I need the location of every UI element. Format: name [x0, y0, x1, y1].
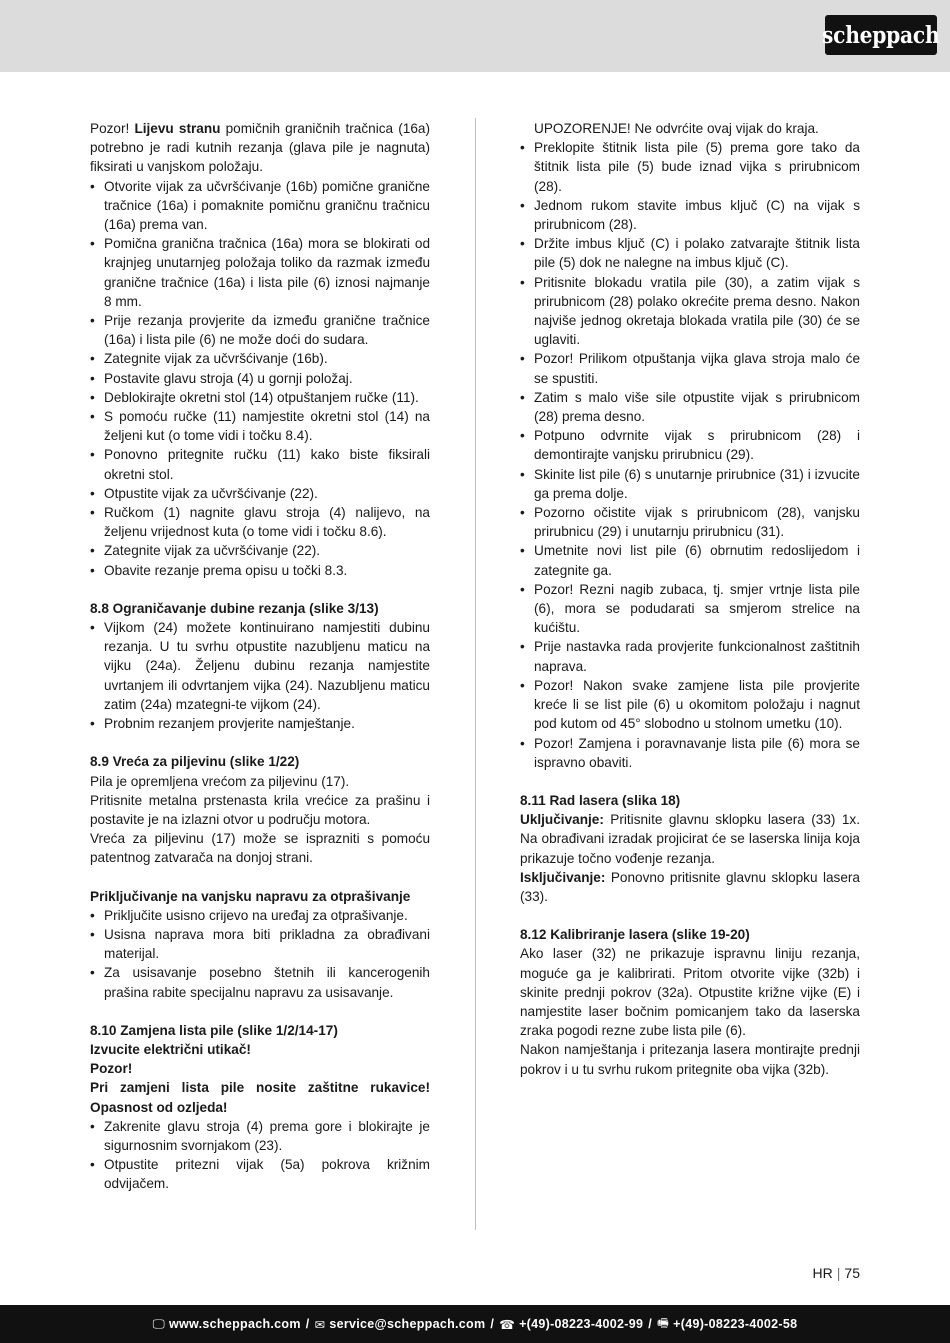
intro-paragraph: [90, 119, 430, 177]
paragraph: Pila je opremljena vrećom za piljevinu (17).: [90, 773, 350, 789]
bullet-list-8-10: [90, 1117, 430, 1194]
list-item: • Priključite usisno crijevo na uređaj za otprašivanje.: [90, 906, 430, 925]
list-item: • Zatim s malo više sile otpustite vijak s prirubnicom (28) prema desno.: [520, 388, 860, 426]
list-item: • Postavite glavu stroja (4) u gornji položaj.: [90, 369, 430, 388]
page-number-value: 75: [844, 1265, 860, 1281]
bullet-list-8-8: [90, 618, 430, 733]
list-item: • Preklopite štitnik lista pile (5) prema gore tako da štitnik lista pile (5) bude iznad vijka s prirubnicom (28).: [520, 138, 860, 196]
list-item: • Prije nastavka rada provjerite funkcionalnost zaštitnih naprava.: [520, 637, 860, 675]
computer-icon: 🖵: [152, 1316, 166, 1331]
footer-phone: +(49)-08223-4002-99: [519, 1317, 644, 1331]
page-separator: |: [836, 1265, 841, 1281]
laser-off-label: Isključivanje:: [520, 869, 606, 885]
list-item: • S pomoću ručke (11) namjestite okretni stol (14) na željeni kut (o tome vidi i točku 8.4).: [90, 407, 430, 445]
footer-fax: +(49)-08223-4002-58: [673, 1317, 798, 1331]
column-divider: [475, 118, 476, 1230]
list-item: • Zategnite vijak za učvršćivanje (16b).: [90, 349, 430, 368]
footer-separator: /: [648, 1317, 653, 1331]
laser-off-paragraph: [520, 868, 860, 906]
brand-logo: [822, 15, 940, 55]
list-item: • Obavite rezanje prema opisu u točki 8.3.: [90, 561, 430, 580]
warning-line: UPOZORENJE! Ne odvrćite ovaj vijak do kraja.: [534, 121, 819, 136]
list-item: • Pozor! Prilikom otpuštanja vijka glava stroja malo će se spustiti.: [520, 349, 860, 387]
list-item: • Potpuno odvrnite vijak s prirubnicom (28) i demontirajte vanjsku prirubnicu (29).: [520, 426, 860, 464]
list-item: • Držite imbus ključ (C) i polako zatvarajte štitnik lista pile (5) dok ne nalegne na imbus ključ (C).: [520, 234, 860, 272]
brand-logo-text: scheppach: [822, 21, 940, 49]
list-item: • Pozorno očistite vijak s prirubnicom (28), vanjsku prirubnicu (29) i unutarnju prirubnicu (31).: [520, 503, 860, 541]
list-item: • Ručkom (1) nagnite glavu stroja (4) nalijevo, na željenu vrijednost kuta (o tome vidi i točku 8.6).: [90, 503, 430, 541]
list-item: • Pozor! Nakon svake zamjene lista pile provjerite kreće li se list pile (6) u okomitom položaju i nagnut pod kutom od 45° slobodno u stolnom umetku (10).: [520, 676, 860, 734]
left-column: [90, 119, 430, 1194]
list-item: • Otvorite vijak za učvršćivanje (16b) pomične granične tračnice (16a) i pomaknite pomičnu graničnu tračnicu (16a) prema van.: [90, 177, 430, 235]
list-item: • Ponovno pritegnite ručku (11) kako biste fiksirali okretni stol.: [90, 445, 430, 483]
section-heading-8-10: 8.10 Zamjena lista pile (slike 1/2/14-17): [90, 1022, 338, 1038]
section-heading-8-11: 8.11 Rad lasera (slika 18): [520, 792, 681, 808]
list-item: • Prije rezanja provjerite da između granične tračnice (16a) i lista pile (6) ne može doći do sudara.: [90, 311, 430, 349]
list-item: • Pozor! Zamjena i poravnavanje lista pile (6) mora se ispravno obaviti.: [520, 734, 860, 772]
list-item: • Vijkom (24) možete kontinuirano namjestiti dubinu rezanja. U tu svrhu otpustite nazubljenu maticu na vijku (24a). Željenu dubinu rezanja namjestite uvrtanjem ili odvrtanjem vijka (24). Nazubljenu maticu zatim (24a) mzategni-te vijkom (24).: [90, 618, 430, 714]
list-item: • Pozor! Rezni nagib zubaca, tj. smjer vrtnje lista pile (6), mora se podudarati sa smjerom strelice na kućištu.: [520, 580, 860, 638]
paragraph: Pritisnite metalna prstenasta krila vrećice za prašinu i postavite je na izlazni otvor u području motora.: [90, 792, 430, 827]
page-lang: HR: [812, 1265, 833, 1281]
footer-separator: /: [305, 1317, 310, 1331]
bullet-list-extraction: [90, 906, 430, 1002]
laser-off-text: Ponovno pritisnite glavnu sklopku lasera (33).: [520, 869, 860, 904]
list-item: • Probnim rezanjem provjerite namještanje.: [90, 714, 430, 733]
bullet-list-fence: [90, 177, 430, 580]
warning-gloves: Pri zamjeni lista pile nosite zaštitne rukavice! Opasnost od ozljeda!: [90, 1080, 430, 1115]
intro-bold: Lijevu stranu: [134, 121, 221, 136]
section-heading-8-9: 8.9 Vreća za piljevinu (slike 1/22): [90, 754, 300, 770]
laser-on-text: Pritisnite glavnu sklopku lasera (33) 1x. Na obrađivani izradak projicirat će se laserska linija koja prikazuje točno vođenje rezanja.: [520, 812, 860, 866]
footer-email-link[interactable]: service@scheppach.com: [329, 1317, 486, 1331]
footer-contact-bar: [0, 1305, 950, 1343]
list-item: • Usisna naprava mora biti prikladna za obrađivani materijal.: [90, 925, 430, 963]
list-item: • Za usisavanje posebno štetnih ili kancerogenih prašina rabite specijalnu napravu za usisavanje.: [90, 963, 430, 1001]
list-item: • Umetnite novi list pile (6) obrnutim redoslijedom i zategnite ga.: [520, 541, 860, 579]
paragraph: Ako laser (32) ne prikazuje ispravnu liniju rezanja, moguće ga je kalibrirati. Pritom otvorite vijke (32b) i skinite prednji pokrov (32a). Otpustite križne vijke (E) i namjestite laser bočnim pomicanjem tako da laserska zraka pogodi rezne zube lista pile (6).: [520, 946, 860, 1039]
laser-on-paragraph: [520, 810, 860, 868]
footer-separator: /: [490, 1317, 495, 1331]
bullet-list-blade: [520, 138, 860, 772]
section-heading-8-12: 8.12 Kalibriranje lasera (slike 19-20): [520, 927, 750, 943]
paragraph: Vreća za piljevinu (17) može se isprazniti s pomoću patentnog zatvarača na donjoj strani.: [90, 831, 430, 866]
list-item: • Deblokirajte okretni stol (14) otpuštanjem ručke (11).: [90, 388, 430, 407]
header-band: [0, 0, 950, 72]
list-item: • Pomična granična tračnica (16a) mora se blokirati od krajnjeg unutarnjeg položaja toliko da razmak između granične tračnice (16a) i lista pile (6) iznosi najmanje 8 mm.: [90, 234, 430, 311]
list-item: • Zakrenite glavu stroja (4) prema gore i blokirajte je sigurnosnim svornjakom (23).: [90, 1117, 430, 1155]
warning-pozor: Pozor!: [90, 1061, 133, 1077]
phone-icon: ☎: [499, 1317, 516, 1332]
list-item: • Skinite list pile (6) s unutarnje prirubnice (31) i izvucite ga prema dolje.: [520, 465, 860, 503]
paragraph: Nakon namještanja i pritezanja lasera montirajte prednji pokrov i u tu svrhu rukom pritegnite oba vijka (32b).: [520, 1042, 860, 1077]
intro-post: pomičnih graničnih tračnica (16a) potrebno je radi kutnih rezanja (glava pile je nagnuta) fiksirati u vanjskom položaju.: [90, 121, 430, 175]
right-column: [520, 119, 860, 1079]
list-item: • Pritisnite blokadu vratila pile (30), a zatim vijak s prirubnicom (28) polako okrećite prema desno. Nakon najviše jednog okretaja blokada vratila pile (30) će se uglaviti.: [520, 273, 860, 350]
page-number: [813, 1265, 860, 1281]
warning-unplug: Izvucite električni utikač!: [90, 1041, 251, 1057]
section-heading-extraction: Priključivanje na vanjsku napravu za otprašivanje: [90, 888, 411, 904]
laser-on-label: Uključivanje:: [520, 812, 604, 828]
list-item: • Zategnite vijak za učvršćivanje (22).: [90, 541, 430, 560]
mail-icon: ✉: [314, 1317, 326, 1332]
list-item: • Otpustite vijak za učvršćivanje (22).: [90, 484, 430, 503]
section-heading-8-8: 8.8 Ograničavanje dubine rezanja (slike 3/13): [90, 600, 379, 616]
fax-icon: 🖷: [657, 1315, 670, 1330]
list-item: • Otpustite pritezni vijak (5a) pokrova križnim odvijačem.: [90, 1155, 430, 1193]
footer-web-link[interactable]: www.scheppach.com: [169, 1317, 301, 1331]
intro-pre: Pozor!: [90, 121, 135, 136]
list-item: • Jednom rukom stavite imbus ključ (C) na vijak s prirubnicom (28).: [520, 196, 860, 234]
